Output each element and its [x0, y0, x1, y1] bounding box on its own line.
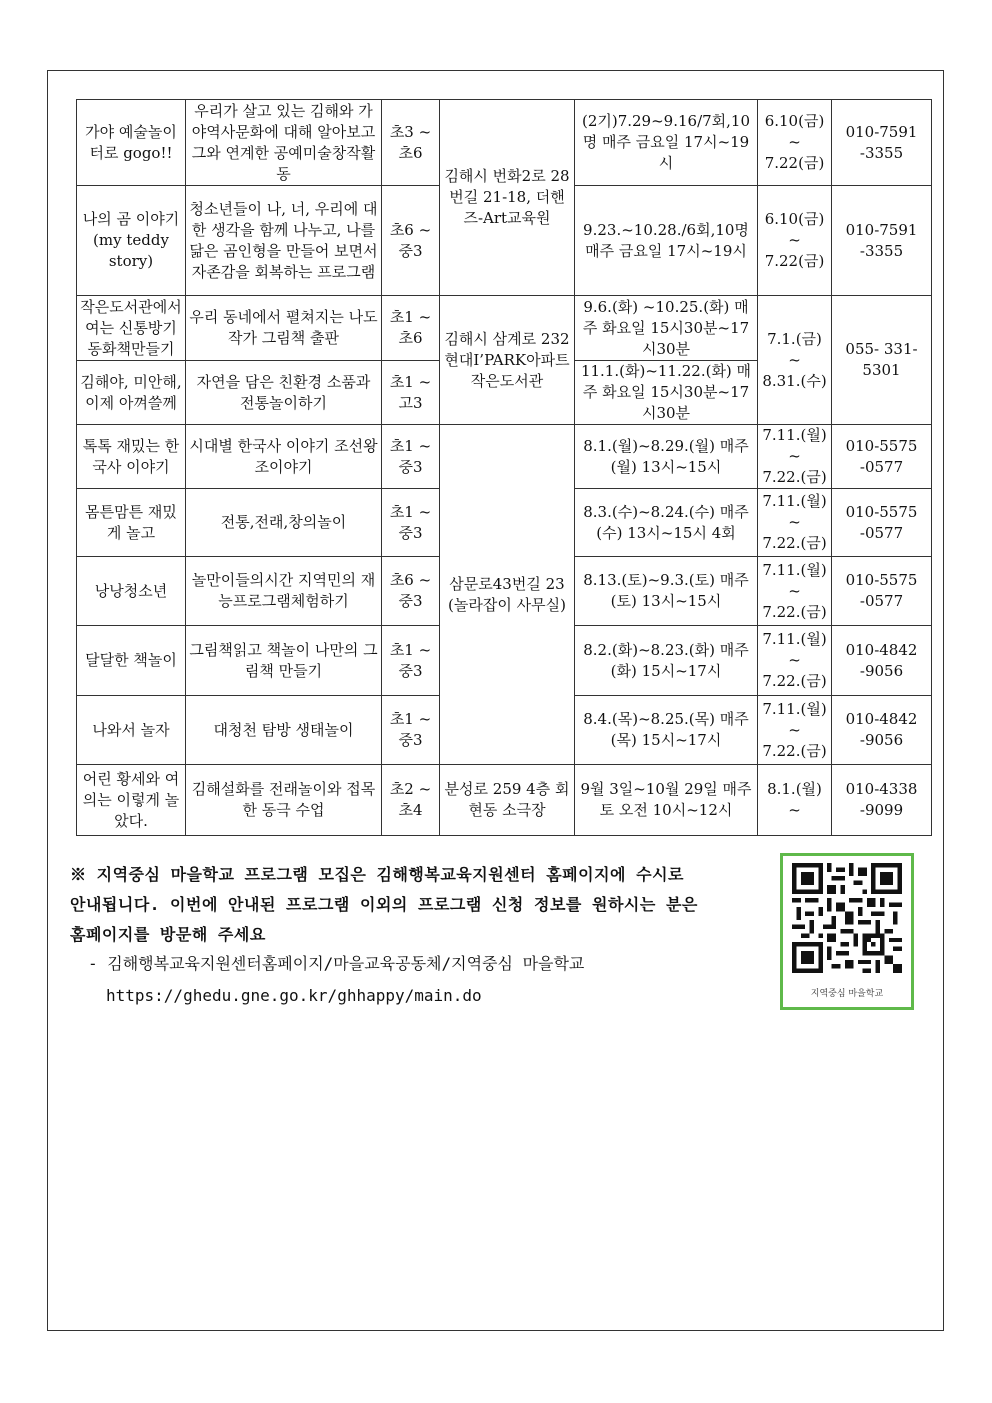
table-row	[77, 765, 932, 836]
program-name: 톡톡 재밌는 한국사 이야기	[77, 425, 186, 489]
program-target: 초2 ~초4	[382, 765, 440, 836]
contact-phone: 010-7591 -3355	[832, 100, 932, 186]
program-target: 초1 ~초6	[382, 296, 440, 361]
homepage-link[interactable]: https://ghedu.gne.go.kr/ghhappy/main.do	[106, 986, 482, 1005]
program-schedule: (2기)7.29~9.16/7회,10명 매주 금요일 17시~19시	[575, 100, 758, 186]
apply-end: 7.22.(금)	[762, 468, 827, 486]
contact-phone: 010-7591 -3355	[832, 186, 932, 296]
qr-code-box[interactable]	[780, 853, 914, 1010]
contact-phone: 010-4842 -9056	[832, 696, 932, 765]
apply-start: 6.10(금)	[764, 210, 825, 228]
notice-line: 안내됩니다. 이번에 안내된 프로그램 이외의 프로그램 신청 정보를 원하시는 분은	[70, 895, 698, 914]
program-content: 시대별 한국사 이야기 조선왕조이야기	[186, 425, 382, 489]
notice-text	[70, 860, 750, 950]
apply-end: 7.22(금)	[764, 154, 825, 172]
apply-start: 6.10(금)	[764, 112, 825, 130]
apply-sep: ~	[788, 350, 801, 369]
homepage-path: - 김해행복교육지원센터홈페이지/마을교육공동체/지역중심 마을학교	[88, 954, 585, 973]
program-content: 전통,전래,창의놀이	[186, 489, 382, 557]
apply-sep: ~	[788, 133, 801, 151]
program-schedule: 9.6.(화) ~10.25.(화) 매주 화요일 15시30분~17시30분	[575, 296, 758, 361]
program-content: 자연을 담은 친환경 소품과 전통놀이하기	[186, 361, 382, 425]
program-place: 분성로 259 4층 회현동 소극장	[440, 765, 575, 836]
apply-period	[758, 489, 832, 557]
program-name: 낭낭청소년	[77, 557, 186, 626]
program-target: 초3 ~초6	[382, 100, 440, 186]
apply-sep: ~	[788, 720, 801, 739]
apply-sep: ~	[788, 581, 801, 600]
program-content: 대청천 탐방 생태놀이	[186, 696, 382, 765]
contact-phone: 010-5575 -0577	[832, 425, 932, 489]
program-target: 초1 ~중3	[382, 489, 440, 557]
apply-start: 8.1.(월)	[767, 780, 822, 798]
program-name: 달달한 책놀이	[77, 626, 186, 696]
notice-line: ※ 지역중심 마을학교 프로그램 모집은 김해행복교육지원센터 홈페이지에 수시로	[70, 865, 684, 884]
contact-phone: 010-5575 -0577	[832, 557, 932, 626]
program-schedule: 8.3.(수)~8.24.(수) 매주(수) 13시~15시 4회	[575, 489, 758, 557]
contact-phone: 010-4338 -9099	[832, 765, 932, 836]
program-content: 우리 동네에서 펼쳐지는 나도 작가 그림책 출판	[186, 296, 382, 361]
program-schedule: 8.4.(목)~8.25.(목) 매주(목) 15시~17시	[575, 696, 758, 765]
program-content: 우리가 살고 있는 김해와 가야역사문화에 대해 알아보고 그와 연계한 공예미술창작활동	[186, 100, 382, 186]
apply-end: 8.31.(수)	[762, 371, 827, 390]
program-name: 가야 예술놀이터로 gogo!!	[77, 100, 186, 186]
apply-period	[758, 296, 832, 425]
program-target: 초1 ~중3	[382, 696, 440, 765]
program-place: 김해시 삼계로 232 현대I’PARK아파트 작은도서관	[440, 296, 575, 425]
apply-period	[758, 425, 832, 489]
program-schedule: 8.13.(토)~9.3.(토) 매주(토) 13시~15시	[575, 557, 758, 626]
apply-start: 7.11.(월)	[762, 560, 827, 579]
table-row	[77, 296, 932, 361]
contact-phone: 010-5575 -0577	[832, 489, 932, 557]
program-content: 놀만이들의시간 지역민의 재능프로그램체험하기	[186, 557, 382, 626]
table-row	[77, 425, 932, 489]
apply-period	[758, 626, 832, 696]
program-name: 김해야, 미안해, 이제 아껴쓸께	[77, 361, 186, 425]
apply-start: 7.11.(월)	[762, 492, 827, 510]
qr-code-icon	[792, 863, 902, 973]
program-schedule: 8.2.(화)~8.23.(화) 매주(화) 15시~17시	[575, 626, 758, 696]
program-place: 삼문로43번길 23 (놀라잡이 사무실)	[440, 425, 575, 765]
apply-end: 7.22(금)	[764, 252, 825, 270]
apply-end: 7.22.(금)	[762, 672, 827, 690]
apply-period	[758, 186, 832, 296]
apply-sep: ~	[788, 801, 801, 819]
program-name: 작은도서관에서 여는 신통방기 동화책만들기	[77, 296, 186, 361]
program-schedule: 9.23.~10.28./6회,10명 매주 금요일 17시~19시	[575, 186, 758, 296]
apply-start: 7.11.(월)	[762, 699, 827, 718]
apply-sep: ~	[788, 513, 801, 531]
program-name: 어린 황세와 여의는 이렇게 놀았다.	[77, 765, 186, 836]
notice-line: 홈페이지를 방문해 주세요	[70, 925, 266, 944]
contact-phone: 055- 331-5301	[832, 296, 932, 425]
apply-sep: ~	[788, 231, 801, 249]
program-target: 초1 ~중3	[382, 425, 440, 489]
apply-sep: ~	[788, 447, 801, 465]
program-schedule: 8.1.(월)~8.29.(월) 매주(월) 13시~15시	[575, 425, 758, 489]
table-row	[77, 100, 932, 186]
apply-end: 7.22.(금)	[762, 602, 827, 621]
program-schedule: 11.1.(화)~11.22.(화) 매주 화요일 15시30분~17시30분	[575, 361, 758, 425]
program-table	[76, 99, 932, 836]
program-content: 그림책읽고 책놀이 나만의 그림책 만들기	[186, 626, 382, 696]
apply-period	[758, 696, 832, 765]
contact-phone: 010-4842 -9056	[832, 626, 932, 696]
homepage-info	[88, 948, 728, 1012]
program-target: 초1 ~고3	[382, 361, 440, 425]
program-schedule: 9월 3일~10월 29일 매주 토 오전 10시~12시	[575, 765, 758, 836]
apply-period	[758, 557, 832, 626]
program-place: 김해시 번화2로 28번길 21-18, 더핸즈-Art교육원	[440, 100, 575, 296]
program-content: 김해설화를 전래놀이와 접목한 동극 수업	[186, 765, 382, 836]
apply-sep: ~	[788, 651, 801, 669]
apply-period	[758, 100, 832, 186]
program-name: 나와서 놀자	[77, 696, 186, 765]
apply-start: 7.1.(금)	[767, 329, 822, 348]
program-target: 초6 ~중3	[382, 186, 440, 296]
program-name: 나의 곰 이야기 (my teddy story)	[77, 186, 186, 296]
apply-end: 7.22.(금)	[762, 741, 827, 760]
apply-start: 7.11.(월)	[762, 630, 827, 648]
program-target: 초6 ~중3	[382, 557, 440, 626]
apply-end: 7.22.(금)	[762, 534, 827, 552]
apply-start: 7.11.(월)	[762, 426, 827, 444]
apply-period	[758, 765, 832, 836]
qr-caption: 지역중심 마을학교	[810, 989, 884, 999]
program-target: 초1 ~중3	[382, 626, 440, 696]
program-name: 몸튼맘튼 재밌게 놀고	[77, 489, 186, 557]
program-content: 청소년들이 나, 너, 우리에 대한 생각을 함께 나누고, 나를 닮은 곰인형을 만들어 보면서 자존감을 회복하는 프로그램	[186, 186, 382, 296]
